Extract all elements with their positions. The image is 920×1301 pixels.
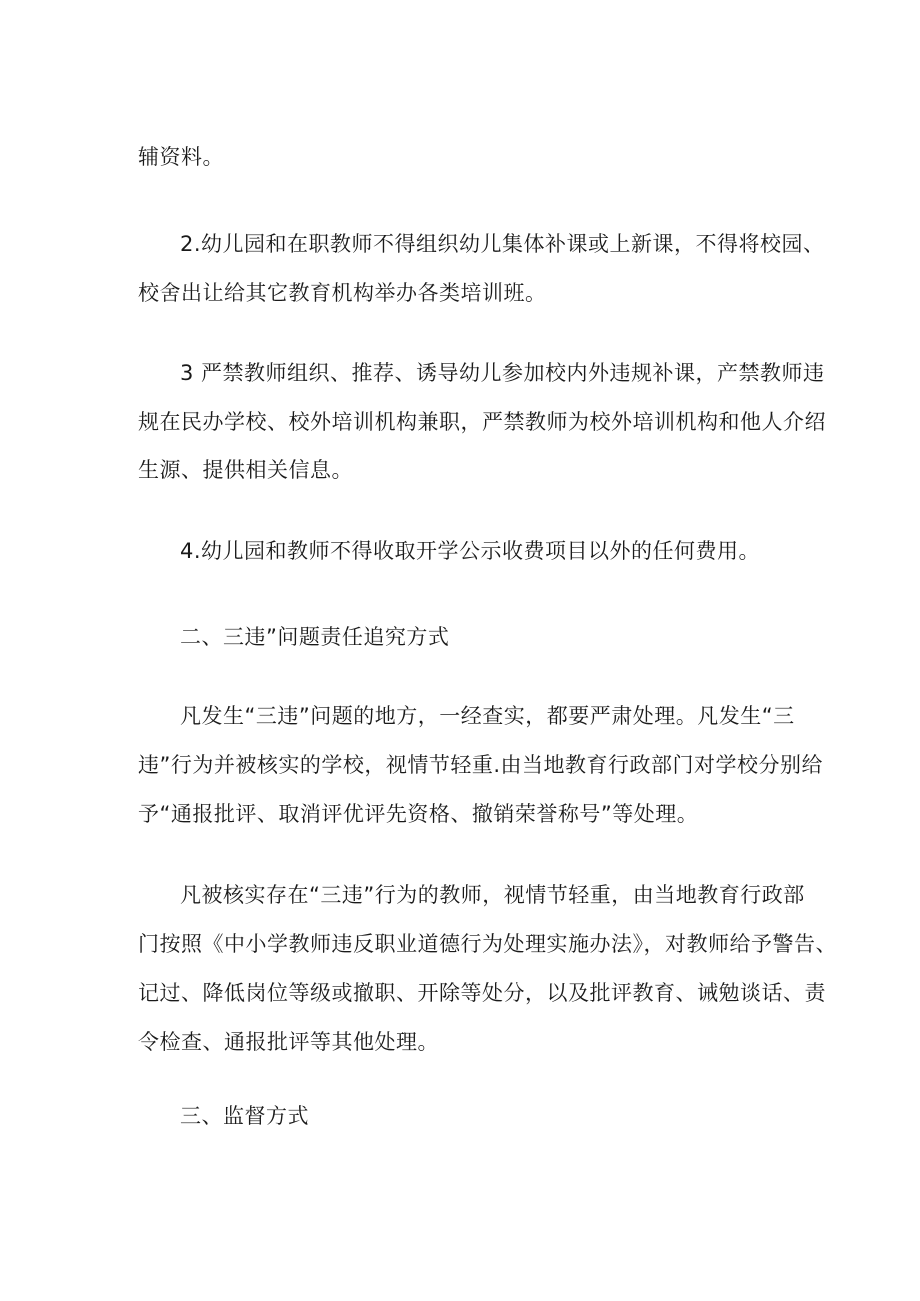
paragraph-teacher-penalty-line-3: 记过、降低岗位等级或撤职、开除等处分，以及批评教育、诫勉谈话、责 [138, 981, 826, 1005]
paragraph-item-3-line-1: 3 严禁教师组织、推荐、诱导幼儿参加校内外违规补课，产禁教师违 [180, 361, 825, 385]
paragraph-item-4-line-1: 4.幼儿园和教师不得收取开学公示收费项目以外的任何费用。 [180, 539, 761, 563]
section-heading-3: 三、监督方式 [180, 1104, 309, 1128]
paragraph-school-penalty-line-2: 违”行为并被核实的学校，视情节轻重.由当地教育行政部门对学校分别给 [138, 753, 824, 777]
paragraph-teacher-penalty-line-2: 门按照《中小学教师违反职业道德行为处理实施办法》，对教师给予警告、 [138, 932, 837, 956]
paragraph-school-penalty-line-3: 予“通报批评、取消评优评先资格、撤销荣誉称号”等处理。 [138, 802, 699, 826]
section-heading-2: 二、三违”问题责任追究方式 [180, 625, 450, 649]
paragraph-item-3-line-2: 规在民办学校、校外培训机构兼职，严禁教师为校外培训机构和他人介绍 [138, 410, 826, 434]
paragraph-item-3-line-3: 生源、提供相关信息。 [138, 458, 353, 482]
paragraph-continuation-line-1: 辅资料。 [138, 145, 224, 169]
paragraph-school-penalty-line-1: 凡发生“三违”问题的地方，一经查实，都要严肃处理。凡发生“三 [180, 704, 795, 728]
paragraph-item-2-line-1: 2.幼儿园和在职教师不得组织幼儿集体补课或上新课，不得将校园、 [180, 232, 825, 256]
paragraph-teacher-penalty-line-4: 令检查、通报批评等其他处理。 [138, 1030, 439, 1054]
paragraph-item-2-line-2: 校舍出让给其它教育机构举办各类培训班。 [138, 281, 547, 305]
paragraph-teacher-penalty-line-1: 凡被核实存在“三违”行为的教师，视情节轻重，由当地教育行政部 [180, 883, 805, 907]
